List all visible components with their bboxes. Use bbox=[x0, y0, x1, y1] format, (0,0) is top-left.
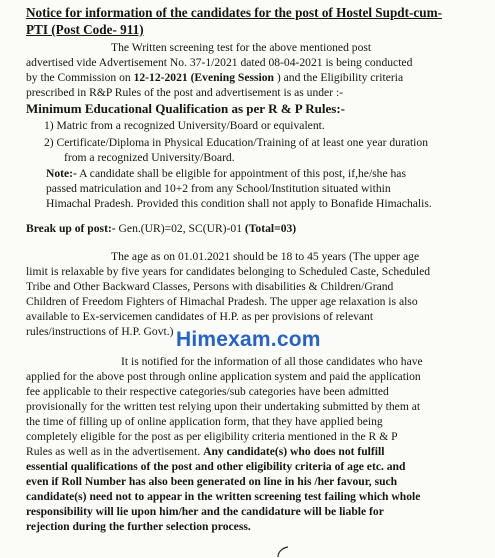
age-line-1: The age as on 01.01.2021 should be 18 to 45 years (The upper age bbox=[111, 250, 420, 263]
notice-title-line-2: PTI (Post Code- 911) bbox=[26, 22, 144, 37]
intro-line-1: The Written screening test for the above mentioned post bbox=[111, 41, 372, 54]
intro-line-3-c: ) and the Eligibility criteria bbox=[276, 71, 404, 84]
notify-line-7 bbox=[26, 445, 384, 459]
signature-mark bbox=[276, 546, 290, 558]
intro-line-2: advertised vide Advertisement No. 37-1/2021 dated 08-04-2021 is being conducted bbox=[26, 56, 413, 69]
notify-line-7-b: Any candidate(s) who does not fulfill bbox=[203, 445, 385, 458]
notify-line-5: the time of filling up of online application form, that they have applied being bbox=[26, 415, 383, 428]
notify-line-10: candidate(s) need not to appear in the written screening test failing which whole bbox=[26, 490, 421, 503]
notify-line-7-a: Rules as well as in the advertisement. bbox=[26, 445, 204, 458]
notice-title-line-1: Notice for information of the candidates for the post of Hostel Supdt-cum- bbox=[26, 5, 442, 20]
intro-line-3-a: by the Commission on bbox=[26, 71, 134, 84]
notify-line-4: provisionally for the written test relying upon their undertaking submitted by them at bbox=[26, 400, 421, 413]
notify-line-8: essential qualifications of the post and other eligibility criteria of age etc. and bbox=[26, 460, 406, 473]
breakup-text: Gen.(UR)=02, SC(UR)-01 bbox=[115, 222, 245, 235]
age-line-2: limit is relaxable by five years for candidates belonging to Scheduled Caste, Scheduled bbox=[26, 265, 431, 278]
notify-line-11: responsibility will lie upon him/her and the candidature will be liable for bbox=[26, 505, 384, 518]
watermark: Himexam.com bbox=[176, 328, 321, 351]
note-line-3: Himachal Pradesh. Provided this condition shall not apply to Bonafide Himachalis. bbox=[46, 197, 432, 210]
age-line-4: Children of Freedom Fighters of Himachal Pradesh. The upper age relaxation is also bbox=[26, 295, 418, 308]
note-line-2: passed matriculation and 10+2 from any School/Institution situated within bbox=[46, 182, 391, 195]
education-heading: Minimum Educational Qualification as per R & P Rules:- bbox=[26, 101, 345, 116]
notify-line-3: fee applicable to their respective categories/sub categories have been admitted bbox=[26, 385, 389, 398]
education-item-1: 1) Matric from a recognized University/Board or equivalent. bbox=[44, 119, 325, 132]
note-label: Note:- bbox=[46, 167, 77, 180]
note-text-1: A candidate shall be eligible for appointment of this post, if,he/she has bbox=[76, 167, 406, 180]
notify-line-12: rejection during the further selection process. bbox=[26, 520, 251, 533]
notify-line-2: applied for the above post through online application system and paid the application bbox=[26, 370, 421, 383]
breakup-total: (Total=03) bbox=[244, 222, 297, 235]
age-line-3: Tribe and Other Backward Classes, Persons with disabilities & Children/Grand bbox=[26, 280, 394, 293]
notify-line-6: completely eligible for the post as per eligibility criteria mentioned in the R & P bbox=[26, 430, 398, 443]
breakup-label: Break up of post:- bbox=[26, 222, 116, 235]
notify-line-1: It is notified for the information of all those candidates who have bbox=[121, 355, 423, 368]
breakup-line bbox=[26, 222, 296, 236]
education-item-2-line-1: 2) Certificate/Diploma in Physical Education/Training of at least one year duration bbox=[44, 136, 428, 149]
age-line-6: rules/instructions of H.P. Govt.) bbox=[26, 325, 174, 338]
intro-line-4: prescribed in R&P Rules of the post and advertisement is as under :- bbox=[26, 86, 344, 99]
exam-date: 12-12-2021 (Evening Session bbox=[133, 71, 277, 84]
education-item-2-line-2: from a recognized University/Board. bbox=[64, 151, 235, 164]
notify-line-9: even if Roll Number has also been generated on line in his /her favour, such bbox=[26, 475, 398, 488]
age-line-5: available to Ex-servicemen candidates of H.P. as per provisions of relevant bbox=[26, 310, 374, 323]
note-line-1 bbox=[46, 167, 406, 181]
intro-line-3 bbox=[26, 71, 403, 85]
